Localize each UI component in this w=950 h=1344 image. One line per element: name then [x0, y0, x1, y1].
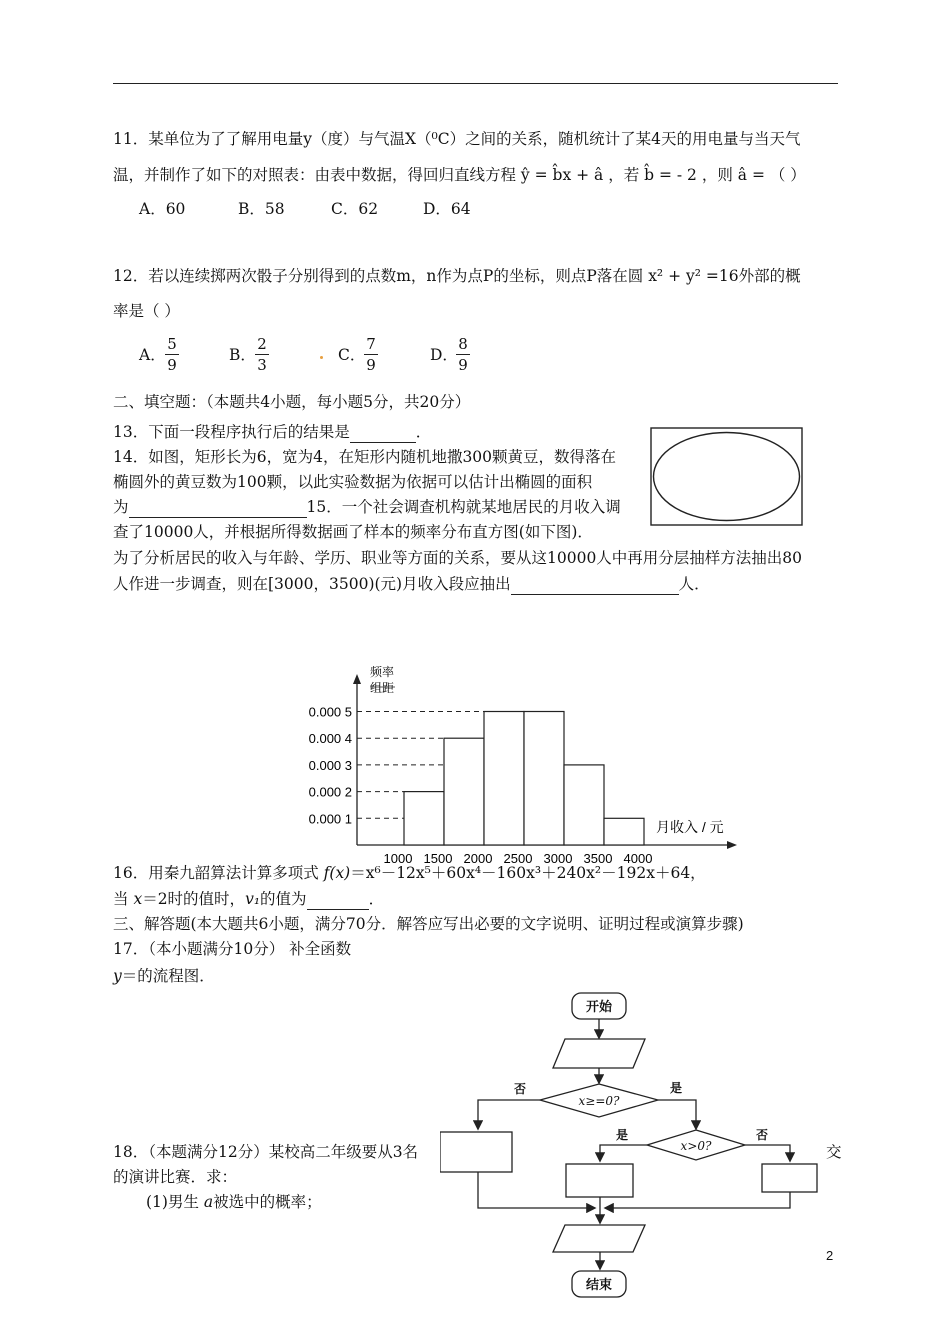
q12-line2: 率是（ ）: [113, 302, 180, 320]
q11-line1: 11．某单位为了了解用电量y（度）与气温X（⁰C）之间的关系，随机统计了某4天的用电量与当天气: [113, 130, 801, 148]
start-label: 开始: [585, 1000, 613, 1015]
numerator: 8: [458, 335, 468, 353]
q18-suffix: 被选中的概率；: [213, 1193, 322, 1211]
q16-when: 当: [113, 890, 134, 908]
q18-line2: 的演讲比赛．求：: [113, 1168, 238, 1186]
y-tick-label: 0.000 5: [308, 704, 352, 720]
denominator: 9: [458, 356, 468, 374]
q17-text: ＝的流程图．: [121, 967, 215, 985]
flowchart: [440, 990, 830, 1300]
numerator: 7: [366, 335, 376, 353]
q18-prefix: (1)男生: [146, 1193, 204, 1211]
histogram-bar: [604, 818, 644, 845]
cond2-yes-label: 是: [615, 1128, 629, 1142]
q15-answer-blank[interactable]: [511, 594, 679, 595]
q18-line3: [146, 1191, 322, 1213]
q14-line3: [113, 496, 621, 518]
q16-v1: v₁: [245, 890, 261, 908]
histogram-bar: [524, 712, 564, 846]
numerator: 5: [167, 335, 177, 353]
x-axis-label: 月收入 / 元: [656, 819, 724, 835]
q15-prefix: 人作进一步调查，则在[3000，3500)(元)月收入段应抽出: [113, 575, 511, 593]
numerator: 2: [257, 335, 267, 353]
denominator: 3: [257, 356, 267, 374]
cond2-no-label: 否: [755, 1128, 769, 1142]
y-axis-arrow: [353, 674, 361, 684]
y-tick-label: 0.000 4: [308, 731, 352, 747]
q11-line2: 温，并制作了如下的对照表：由表中数据，得回归直线方程 ŷ = b̂x + â ，若 b̂ = - 2 ，则 â = （ ）: [113, 166, 806, 184]
arrow-cond2-yes: [600, 1145, 647, 1160]
q16-var-x: x: [133, 890, 143, 908]
q14-line2: 椭圆外的黄豆数为100颗，以此实验数据为依据可以估计出椭圆的面积: [113, 473, 593, 491]
condition-1-text: x≥=0?: [578, 1094, 620, 1108]
cond1-no-label: 否: [513, 1082, 527, 1096]
q12-option-a-label: A．: [139, 346, 166, 364]
q18-var-a: a: [203, 1193, 214, 1211]
histogram-bar: [444, 738, 484, 845]
q12-option-c-label: C．: [338, 346, 366, 364]
x-axis-arrow: [727, 841, 737, 849]
q12-option-d-fraction: [456, 336, 470, 373]
left-process-box[interactable]: [440, 1132, 512, 1172]
output-parallelogram[interactable]: [553, 1225, 645, 1252]
x-tick-label: 2500: [503, 851, 533, 866]
q16-polynomial: ＝x⁶－12x⁵＋60x⁴－160x³＋240x²－192x＋64，: [350, 864, 706, 882]
q16-end: ．: [368, 890, 385, 908]
q16-answer-blank[interactable]: [307, 909, 369, 910]
ellipse: [654, 433, 800, 521]
arrow-cond2-no: [745, 1145, 790, 1160]
right-process-box[interactable]: [762, 1164, 817, 1192]
q14-answer-blank[interactable]: [129, 517, 307, 518]
x-tick-label: 3000: [543, 851, 573, 866]
q12-option-d-label: D．: [430, 346, 458, 364]
x-tick-label: 1500: [423, 851, 453, 866]
y-tick-label: 0.000 3: [308, 757, 352, 773]
q18-line1: 18．（本题满分12分）某校高二年级要从3名: [113, 1143, 419, 1161]
q12-line1: 12．若以连续掷两次骰子分别得到的点数m，n作为点P的坐标，则点P落在圆 x² + y² =16外部的概: [113, 267, 801, 285]
q16-suffix: 的值为: [260, 890, 307, 908]
arrow-cond1-no: [478, 1100, 540, 1128]
histogram-bar: [404, 792, 444, 845]
q12-option-b-fraction: [255, 336, 269, 373]
x-tick-label: 2000: [463, 851, 493, 866]
q13-prompt: 13．下面一段程序执行后的结果是: [113, 423, 350, 441]
y-tick-label: 0.000 1: [308, 811, 352, 827]
q13-answer-blank[interactable]: [350, 442, 416, 443]
q15-line2: 查了10000人，并根据所得数据画了样本的频率分布直方图(如下图)．: [113, 523, 593, 541]
y-label-bottom: 组距: [369, 681, 395, 695]
x-tick-label: 1000: [383, 851, 413, 866]
q15-start: 15．一个社会调查机构就某地居民的月收入调: [306, 498, 621, 516]
q16-function: f(x): [323, 864, 351, 882]
q15-suffix: 人．: [678, 575, 710, 593]
q17-line1: 17．（本小题满分10分） 补全函数: [113, 940, 352, 958]
y-label-top: 频率: [369, 665, 395, 679]
q17-var-y: y: [113, 967, 122, 985]
section-2-heading: 二、填空题：（本题共4小题，每小题5分，共20分）: [113, 393, 471, 411]
q12-option-a-fraction: [165, 336, 179, 373]
q11-option-a: A．60: [139, 200, 186, 218]
stray-mark: [320, 356, 323, 359]
q17-line2: [113, 965, 215, 987]
cond1-yes-label: 是: [669, 1081, 683, 1095]
histogram-bar: [484, 712, 524, 846]
section-3-heading: 三、解答题(本大题共6小题，满分70分．解答应写出必要的文字说明、证明过程或演算步骤): [113, 915, 744, 933]
middle-process-box[interactable]: [566, 1164, 633, 1197]
q16-line2: [113, 888, 384, 910]
q13-text: 13．下面一段程序执行后的结果是 ．: [113, 423, 432, 441]
input-parallelogram[interactable]: [553, 1039, 645, 1068]
end-label: 结束: [585, 1278, 613, 1293]
rectangle: [651, 428, 802, 525]
page-number: 2: [826, 1248, 834, 1263]
q11-option-b: B．58: [238, 200, 285, 218]
header-rule: [113, 83, 838, 84]
frequency-histogram: [290, 660, 750, 872]
q16-mid: ＝2时的值时，: [142, 890, 246, 908]
arrow-cond1-yes: [658, 1100, 696, 1128]
denominator: 9: [366, 356, 376, 374]
denominator: 9: [167, 356, 177, 374]
q16-line1: [113, 862, 706, 884]
y-tick-label: 0.000 2: [308, 784, 352, 800]
q15-line4: [113, 573, 710, 595]
x-tick-label: 3500: [583, 851, 613, 866]
rectangle-ellipse-figure: [650, 427, 804, 527]
q11-option-d: D．64: [423, 200, 471, 218]
q14-line1: 14．如图，矩形长为6，宽为4，在矩形内随机地撒300颗黄豆，数得落在: [113, 448, 617, 466]
q15-line3: 为了分析居民的收入与年龄、学历、职业等方面的关系，要从这10000人中再用分层抽样方法抽出80: [113, 549, 803, 567]
q12-option-b-label: B．: [229, 346, 256, 364]
q16-prefix: 16．用秦九韶算法计算多项式: [113, 864, 324, 882]
q12-option-c-fraction: [364, 336, 378, 373]
q14-prefix: 为: [113, 498, 129, 516]
q11-option-c: C．62: [331, 200, 379, 218]
q18-line1-tail: 交: [826, 1143, 842, 1161]
condition-2-text: x>0?: [680, 1139, 712, 1153]
x-tick-label: 4000: [623, 851, 653, 866]
histogram-bar: [564, 765, 604, 845]
